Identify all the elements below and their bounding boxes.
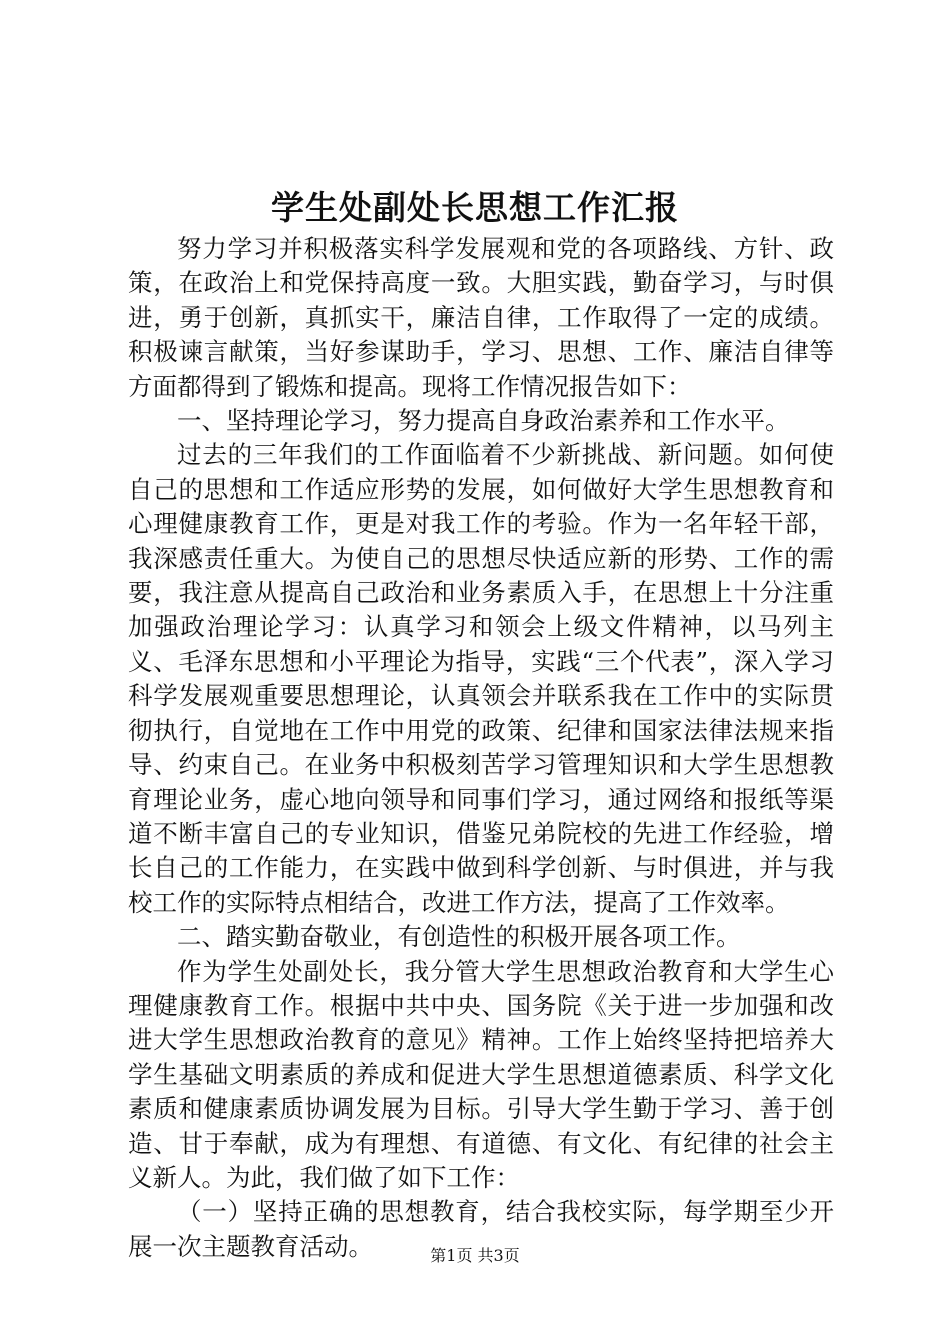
- paragraph-section-2: 作为学生处副处长，我分管大学生思想政治教育和大学生心理健康教育工作。根据中共中央、国务院《关于进一步加强和改进大学生思想政治教育的意见》精神。工作上始终坚持把培养大学生基础文明素质的养成和促进大学生思想道德素质、科学文化素质和健康素质协调发展为目标。引导大学生勤于学习、善于创造、甘于奉献，成为有理想、有道德、有文化、有纪律的社会主义新人。为此，我们做了如下工作：: [128, 956, 834, 1192]
- subsection-item-1: （一）坚持正确的思想教育，结合我校实际，每学期至少开展一次主题教育活动。: [128, 1197, 834, 1261]
- document-body: [128, 232, 834, 1264]
- paragraph-section-1: 过去的三年我们的工作面临着不少新挑战、新问题。如何使自己的思想和工作适应形势的发展，如何做好大学生思想教育和心理健康教育工作，更是对我工作的考验。作为一名年轻干部，我深感责任重大。为使自己的思想尽快适应新的形势、工作的需要，我注意从提高自己政治和业务素质入手，在思想上十分注重加强政治理论学习：认真学习和领会上级文件精神，以马列主义、毛泽东思想和小平理论为指导，实践“三个代表”，深入学习科学发展观重要思想理论，认真领会并联系我在工作中的实际贯彻执行，自觉地在工作中用党的政策、纪律和国家法律法规来指导、约束自己。在业务中积极刻苦学习管理知识和大学生思想教育理论业务，虚心地向领导和同事们学习，通过网络和报纸等渠道不断丰富自己的专业知识，借鉴兄弟院校的先进工作经验，增长自己的工作能力，在实践中做到科学创新、与时俱进，并与我校工作的实际特点相结合，改进工作方法，提高了工作效率。: [128, 440, 834, 917]
- document-title: 学生处副处长思想工作汇报: [271, 188, 679, 227]
- section-heading-2: 二、踏实勤奋敬业，有创造性的积极开展各项工作。: [177, 922, 741, 952]
- paragraph-intro: 努力学习并积极落实科学发展观和党的各项路线、方针、政策，在政治上和党保持高度一致。大胆实践，勤奋学习，与时俱进，勇于创新，真抓实干，廉洁自律，工作取得了一定的成绩。积极谏言献策，当好参谋助手，学习、思想、工作、廉洁自律等方面都得到了锻炼和提高。现将工作情况报告如下：: [128, 234, 834, 401]
- section-heading-1: 一、坚持理论学习，努力提高自身政治素养和工作水平。: [177, 406, 790, 436]
- page-number-footer: 第1页 共3页: [430, 1246, 520, 1265]
